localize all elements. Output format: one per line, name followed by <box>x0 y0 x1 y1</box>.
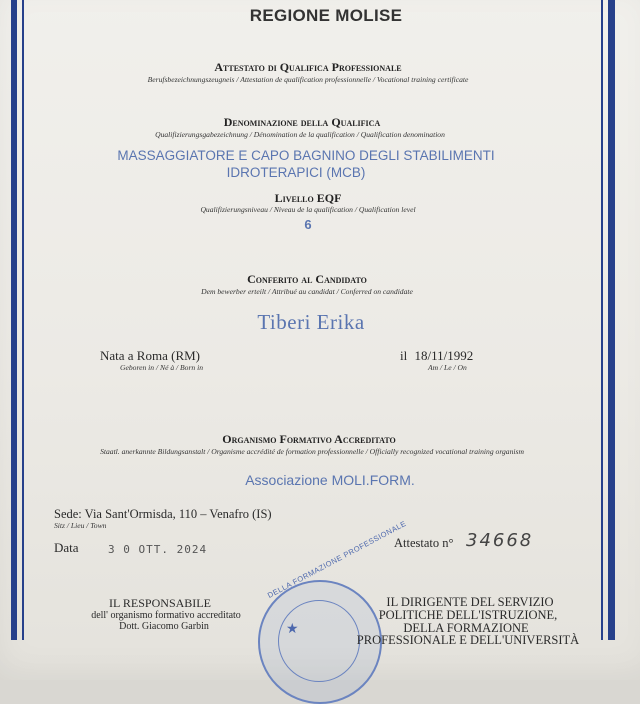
birth-date-sub: Am / Le / On <box>428 363 467 372</box>
organismo-value: Associazione MOLI.FORM. <box>245 472 415 488</box>
sede-sub: Sitz / Lieu / Town <box>54 521 107 530</box>
region-title: REGIONE MOLISE <box>249 6 403 25</box>
birth-place-sub: Geboren in / Né à / Born in <box>120 363 204 372</box>
attestato-title: Attestato di Qualifica Professionale <box>214 60 402 74</box>
right-border <box>608 0 615 640</box>
sede-address: Sede: Via Sant'Ormisda, 110 – Venafro (IS) <box>54 507 272 521</box>
livello-value: 6 <box>304 217 312 232</box>
right-border-thin <box>601 0 603 640</box>
dirigente-line2: POLITICHE DELL'ISTRUZIONE, <box>378 608 558 622</box>
attestato-number: 34668 <box>466 530 534 551</box>
responsabile-subtitle: dell' organismo formativo accreditato <box>91 610 241 621</box>
attestato-number-label: Attestato n° <box>394 536 454 550</box>
dirigente-line4: PROFESSIONALE E DELL'UNIVERSITÀ <box>356 633 580 647</box>
star-icon: ★ <box>286 620 299 636</box>
birth-place: Nata a Roma (RM) <box>100 348 201 363</box>
livello-subtitle: Qualifizierungsniveau / Niveau de la qualification / Qualification level <box>200 205 416 214</box>
candidate-name: Tiberi Erika <box>257 310 365 334</box>
left-border <box>11 0 17 640</box>
birth-date-prefix: il <box>400 348 408 363</box>
data-label: Data <box>54 540 79 555</box>
dirigente-line3: DELLA FORMAZIONE <box>403 621 529 635</box>
birth-date: 18/11/1992 <box>414 348 474 363</box>
conferito-subtitle: Dem bewerber erteilt / Attribué au candidat / Conferred on candidate <box>201 287 413 296</box>
seal-inner-ring <box>278 600 360 682</box>
seal-text: DELLA FORMAZIONE PROFESSIONALE <box>266 518 408 600</box>
denominazione-subtitle: Qualifizierungsgabezeichnung / Dénomination de la qualification / Qualification denomination <box>155 130 445 139</box>
responsabile-name: Dott. Giacomo Garbin <box>119 621 209 632</box>
qualifica-line1: MASSAGGIATORE E CAPO BAGNINO DEGLI STABILIMENTI <box>117 148 495 163</box>
dirigente-line1: IL DIRIGENTE DEL SERVIZIO <box>386 595 554 609</box>
date-stamp: 3 0 OTT. 2024 <box>108 543 208 556</box>
left-border-thin <box>22 0 24 640</box>
conferito-title: Conferito al Candidato <box>247 272 367 286</box>
birth-date-row <box>400 348 473 364</box>
attestato-subtitle: Berufsbezeichnungszeugneis / Attestation de qualification professionnelle / Vocational training certificate <box>147 75 469 84</box>
denominazione-title: Denominazione della Qualifica <box>223 115 381 129</box>
responsabile-title: IL RESPONSABILE <box>109 596 211 610</box>
organismo-subtitle: Staatl. anerkannte Bildungsanstalt / Organisme accrédité de formation professionnelle / Officially recognized vocational training organism <box>100 447 524 456</box>
livello-title: Livello EQF <box>274 191 342 205</box>
qualifica-line2: IDROTERAPICI (MCB) <box>226 165 366 180</box>
organismo-title: Organismo Formativo Accreditato <box>222 432 396 446</box>
